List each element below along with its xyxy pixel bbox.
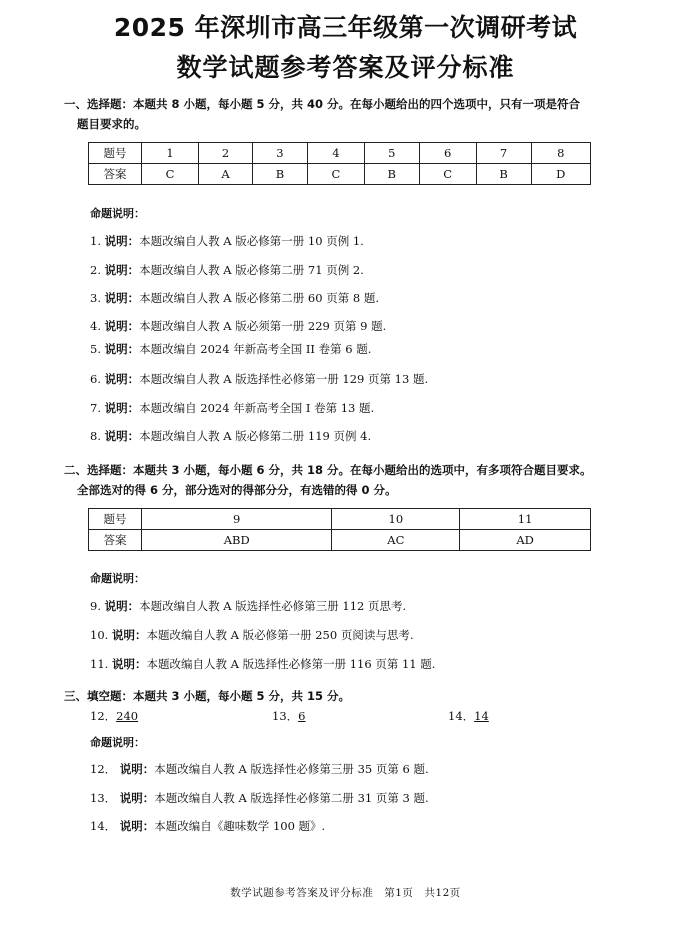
note-item [90, 400, 374, 416]
note-label: 说明： [119, 791, 155, 805]
table-row-answers [89, 530, 591, 551]
table-label-cell: 答案 [89, 164, 142, 185]
note-item [90, 341, 371, 357]
note-item [90, 371, 428, 387]
fill-value: 6 [298, 709, 306, 723]
note-label: 说明： [104, 291, 140, 305]
note-label: 说明： [104, 234, 140, 248]
section3-heading: 三、填空题：本题共 3 小题，每小题 5 分，共 15 分。 [64, 689, 351, 703]
note-text: 本题改编自人教 A 版必修第二册 71 页例 2. [139, 263, 364, 277]
note-number: 5. [90, 342, 101, 356]
section2-heading [64, 460, 634, 500]
note-label: 说明： [104, 401, 140, 415]
note-number: 12． [90, 762, 117, 776]
table-row-numbers [89, 143, 591, 164]
table-cell: ABD [142, 530, 332, 551]
note-item [90, 761, 429, 777]
table-cell: 10 [332, 509, 460, 530]
note-number: 11. [90, 657, 109, 671]
note-number: 1. [90, 234, 101, 248]
note-label: 说明： [119, 762, 155, 776]
table-cell: 8 [531, 143, 590, 164]
note-number: 6. [90, 372, 101, 386]
note-item [90, 627, 413, 643]
section1-answer-table [88, 142, 591, 185]
document-subtitle: 数学试题参考答案及评分标准 [176, 53, 515, 82]
note-number: 4. [90, 319, 101, 333]
note-text: 本题改编自《趣味数学 100 题》. [154, 819, 326, 833]
table-row-numbers [89, 509, 591, 530]
table-cell: 4 [307, 143, 364, 164]
note-label: 说明： [104, 342, 140, 356]
note-item [90, 233, 364, 249]
note-label: 说明： [104, 319, 140, 333]
note-text: 本题改编自 2024 年新高考全国 II 卷第 6 题. [139, 342, 372, 356]
note-text: 本题改编自人教 A 版选择性必修第一册 129 页第 13 题. [139, 372, 429, 386]
table-cell: 5 [364, 143, 419, 164]
section2-answer-table [88, 508, 591, 551]
table-cell: AC [332, 530, 460, 551]
note-item [90, 790, 429, 806]
note-text: 本题改编自人教 A 版选择性必修第三册 35 页第 6 题. [154, 762, 429, 776]
fill-answer-12 [90, 708, 138, 724]
note-text: 本题改编自 2024 年新高考全国 I 卷第 13 题. [139, 401, 375, 415]
note-text: 本题改编自人教 A 版必修第二册 119 页例 4. [139, 429, 372, 443]
table-cell: D [531, 164, 590, 185]
note-number: 14． [90, 819, 117, 833]
section1-heading [64, 94, 634, 134]
fill-answer-14 [448, 708, 489, 724]
note-number: 8. [90, 429, 101, 443]
note-number: 3. [90, 291, 101, 305]
note-item [90, 656, 435, 672]
note-text: 本题改编自人教 A 版选择性必修第三册 112 页思考. [139, 599, 407, 613]
note-text: 本题改编自人教 A 版选择性必修第一册 116 页第 11 题. [146, 657, 436, 671]
table-cell: B [476, 164, 531, 185]
table-label-cell: 题号 [89, 143, 142, 164]
table-cell: 3 [253, 143, 308, 164]
table-cell: 2 [198, 143, 252, 164]
document-title: 2025 年深圳市高三年级第一次调研考试 [113, 13, 578, 42]
note-label: 说明： [104, 599, 140, 613]
note-item [90, 818, 325, 834]
fill-value: 14 [474, 709, 489, 723]
note-label: 说明： [104, 372, 140, 386]
note-text: 本题改编自人教 A 版必修第一册 250 页阅读与思考. [146, 628, 414, 642]
fill-value: 240 [116, 709, 139, 723]
note-label: 说明： [104, 263, 140, 277]
note-item [90, 290, 379, 306]
section2-heading-line2: 全部选对的得 6 分，部分选对的得部分分，有选错的得 0 分。 [77, 483, 397, 497]
fill-number: 12． [90, 709, 117, 723]
section2-notes-heading: 命题说明： [90, 572, 145, 585]
table-cell: 7 [476, 143, 531, 164]
note-text: 本题改编自人教 A 版选择性必修第二册 31 页第 3 题. [154, 791, 429, 805]
table-cell: AD [460, 530, 591, 551]
table-cell: C [307, 164, 364, 185]
section1-notes-heading: 命题说明： [90, 207, 145, 220]
note-label: 说明： [104, 429, 140, 443]
note-text: 本题改编自人教 A 版必修第一册 10 页例 1. [139, 234, 364, 248]
note-text: 本题改编自人教 A 版必修第二册 60 页第 8 题. [139, 291, 379, 305]
note-label: 说明： [111, 628, 147, 642]
table-label-cell: 题号 [89, 509, 142, 530]
section2-heading-line1: 二、选择题：本题共 3 小题，每小题 6 分，共 18 分。在每小题给出的选项中，有多项符合题目要求。 [64, 463, 592, 477]
table-cell: B [364, 164, 419, 185]
table-row-answers [89, 164, 591, 185]
note-number: 7. [90, 401, 101, 415]
fill-number: 14． [448, 709, 475, 723]
table-cell: B [253, 164, 308, 185]
note-item [90, 598, 406, 614]
note-label: 说明： [111, 657, 147, 671]
table-cell: 9 [142, 509, 332, 530]
note-item [90, 318, 386, 334]
section1-heading-line2: 题目要求的。 [77, 117, 146, 131]
table-cell: A [198, 164, 252, 185]
table-cell: 1 [142, 143, 199, 164]
note-number: 10. [90, 628, 109, 642]
section3-notes-heading: 命题说明： [90, 736, 145, 749]
note-item [90, 262, 364, 278]
table-cell: 6 [419, 143, 476, 164]
note-number: 9. [90, 599, 101, 613]
note-number: 2. [90, 263, 101, 277]
fill-number: 13． [272, 709, 299, 723]
note-number: 13． [90, 791, 117, 805]
section1-heading-line1: 一、选择题：本题共 8 小题，每小题 5 分，共 40 分。在每小题给出的四个选项中，只有一项是符合 [64, 97, 581, 111]
table-cell: C [419, 164, 476, 185]
table-label-cell: 答案 [89, 530, 142, 551]
note-text: 本题改编自人教 A 版必须第一册 229 页第 9 题. [139, 319, 387, 333]
fill-answer-13 [272, 708, 305, 724]
page-footer: 数学试题参考答案及评分标准 第1页 共12页 [230, 887, 461, 899]
table-cell: 11 [460, 509, 591, 530]
table-cell: C [142, 164, 199, 185]
note-label: 说明： [119, 819, 155, 833]
note-item [90, 428, 371, 444]
